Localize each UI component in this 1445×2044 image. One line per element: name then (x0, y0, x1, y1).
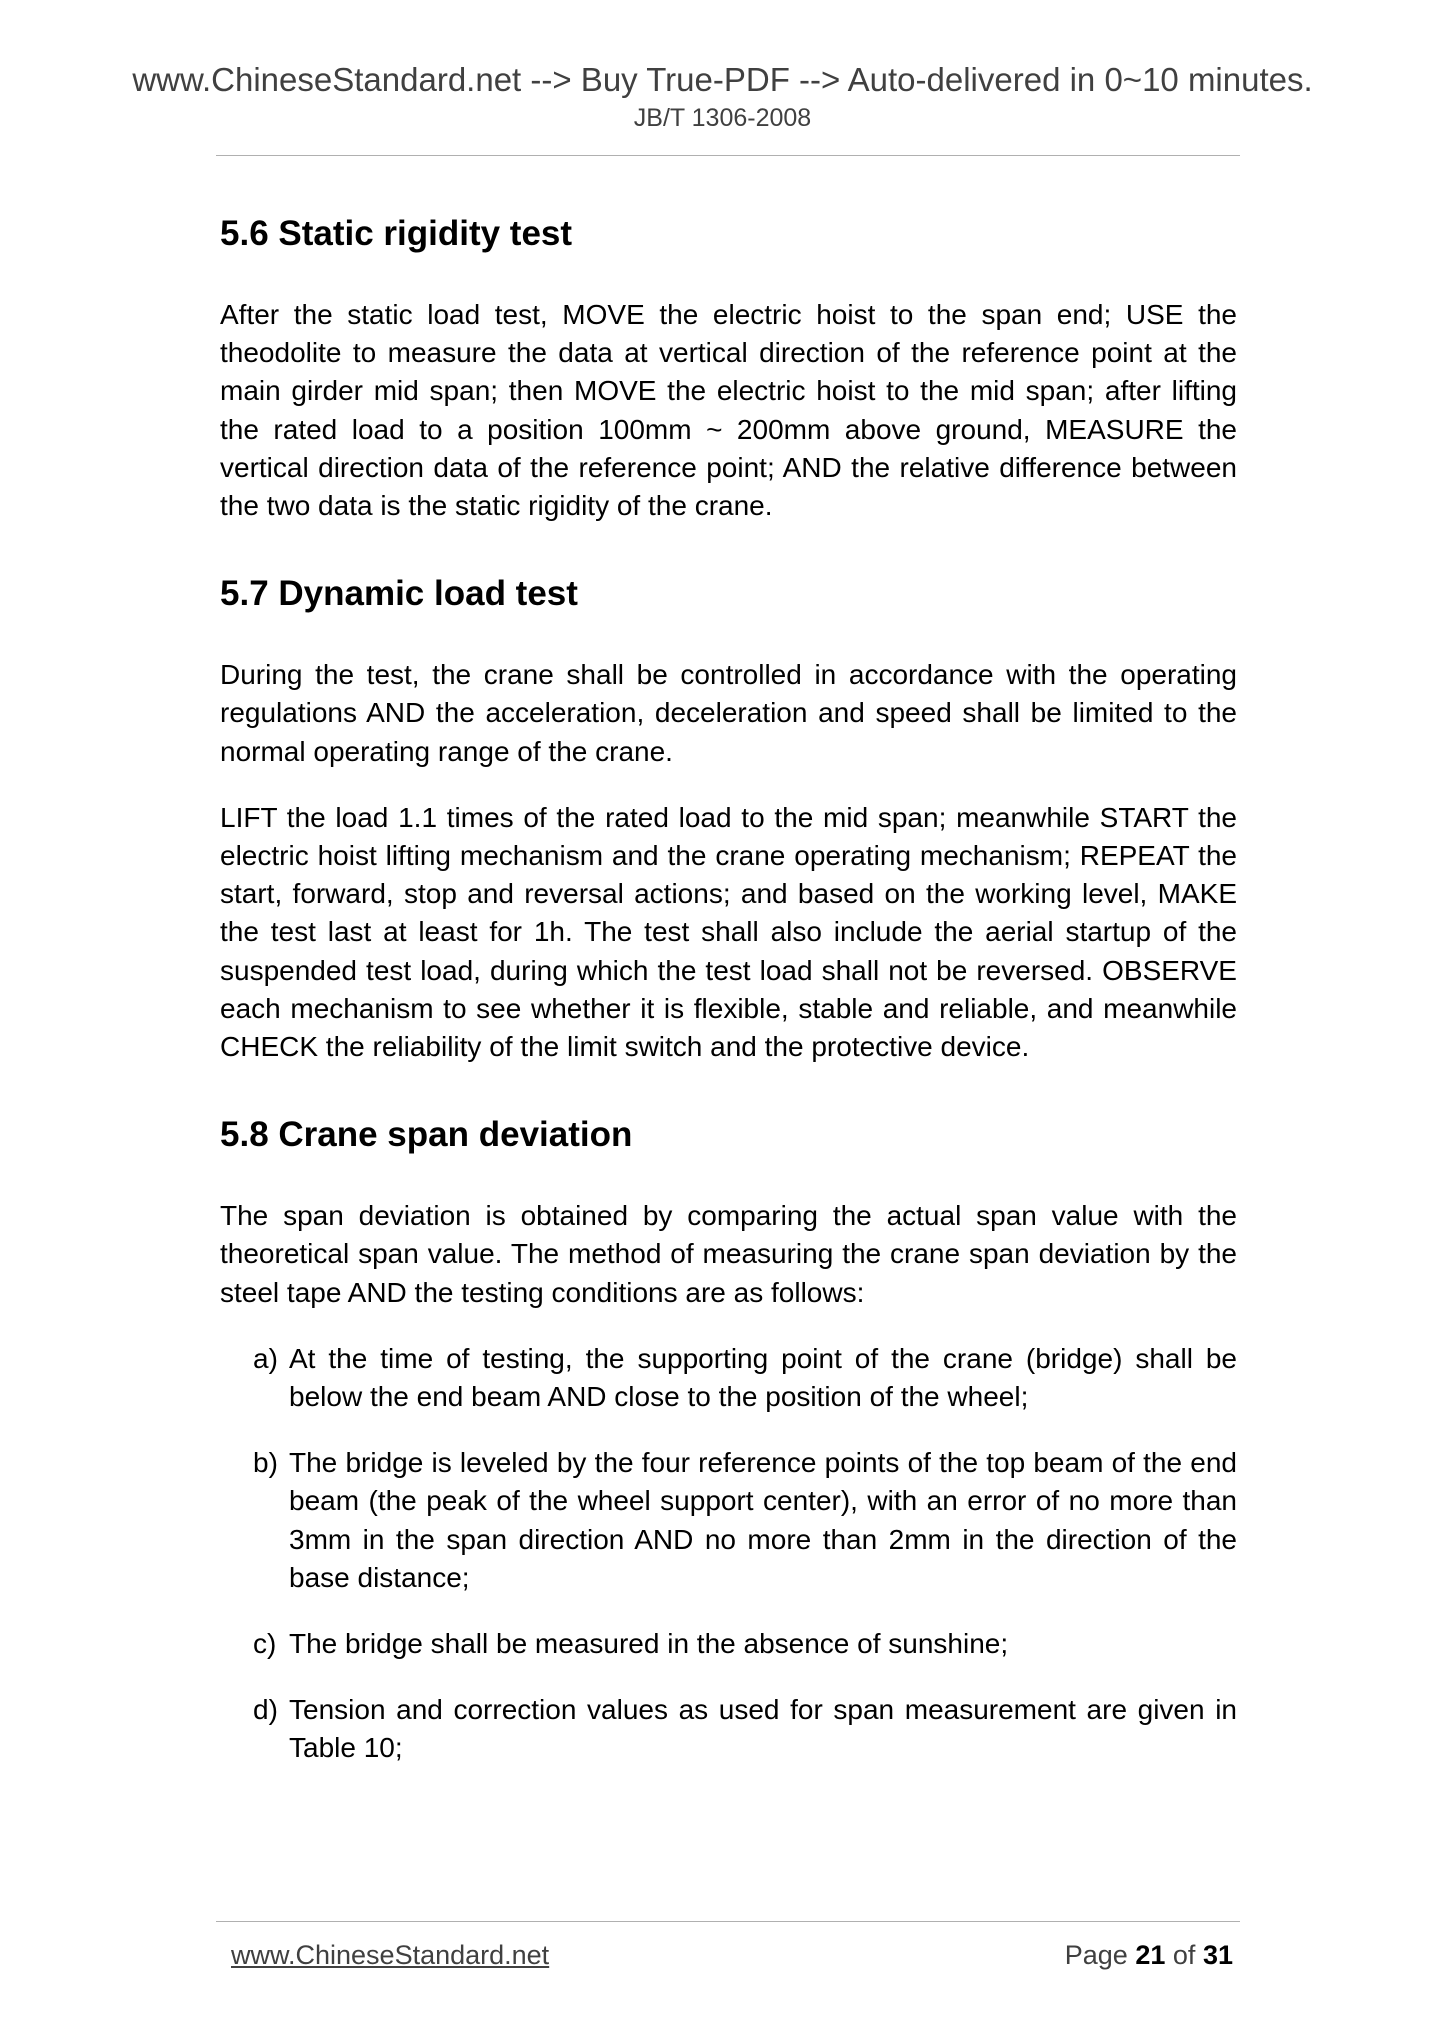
header-banner: www.ChineseStandard.net --> Buy True-PDF --> Auto-delivered in 0~10 minutes. (132, 61, 1313, 98)
section-title-5-8: 5.8 Crane span deviation (220, 1115, 633, 1155)
paragraph-5-8-1: The span deviation is obtained by comparing the actual span value with the theoretical span value. The method of measuring the crane span deviation by the steel tape AND the testing conditions are as follows: (220, 1200, 1237, 1308)
paragraph-5-7-1: During the test, the crane shall be controlled in accordance with the operating regulations AND the acceleration, deceleration and speed shall be limited to the normal operating range of the crane. (220, 659, 1237, 767)
header-divider (216, 155, 1240, 156)
page-word: Page (1064, 1940, 1128, 1970)
section-title-5-7: 5.7 Dynamic load test (220, 574, 578, 614)
document-body (220, 212, 1237, 1768)
page-total: 31 (1202, 1940, 1233, 1970)
list-item-text: At the time of testing, the supporting point of the crane (bridge) shall be below the end beam AND close to the position of the wheel; (289, 1342, 1237, 1413)
footer-site-link[interactable]: www.ChineseStandard.net (231, 1940, 550, 1970)
list-marker: b) (253, 1447, 278, 1479)
page-current: 21 (1135, 1940, 1166, 1970)
list-item-d (220, 1691, 1237, 1767)
list-marker: a) (253, 1342, 278, 1374)
list-item-b (220, 1444, 1237, 1597)
list-item-text: The bridge shall be measured in the absence of sunshine; (289, 1628, 1009, 1660)
list-item-a (220, 1340, 1237, 1416)
section-title-5-6: 5.6 Static rigidity test (220, 214, 573, 253)
page-number (1065, 1937, 1233, 1973)
standard-code: JB/T 1306-2008 (633, 104, 812, 132)
list-item-text: The bridge is leveled by the four reference points of the top beam of the end beam (the peak of the wheel support center), with an error of no more than 3mm in the span direction AND no more than 2mm in the direction of the base distance; (289, 1447, 1237, 1593)
of-word: of (1172, 1940, 1196, 1970)
paragraph-5-6-1: After the static load test, MOVE the electric hoist to the span end; USE the theodolite to measure the data at vertical direction of the reference point at the main girder mid span; then MOVE the electric hoist to the mid span; after lifting the rated load to a position 100mm ~ 200mm above ground, MEASURE the vertical direction data of the reference point; AND the relative difference between the two data is the static rigidity of the crane. (220, 299, 1237, 522)
paragraph-5-7-2: LIFT the load 1.1 times of the rated load to the mid span; meanwhile START the electric hoist lifting mechanism and the crane operating mechanism; REPEAT the start, forward, stop and reversal actions; and based on the working level, MAKE the test last at least for 1h. The test shall also include the aerial startup of the suspended test load, during which the test load shall not be reversed. OBSERVE each mechanism to see whether it is flexible, stable and reliable, and meanwhile CHECK the reliability of the limit switch and the protective device. (220, 801, 1237, 1063)
list-marker: d) (253, 1694, 278, 1726)
list-item-c (220, 1625, 1237, 1663)
list-marker: c) (253, 1628, 277, 1660)
footer-divider (216, 1921, 1240, 1922)
list-item-text: Tension and correction values as used for span measurement are given in Table 10; (289, 1694, 1237, 1764)
